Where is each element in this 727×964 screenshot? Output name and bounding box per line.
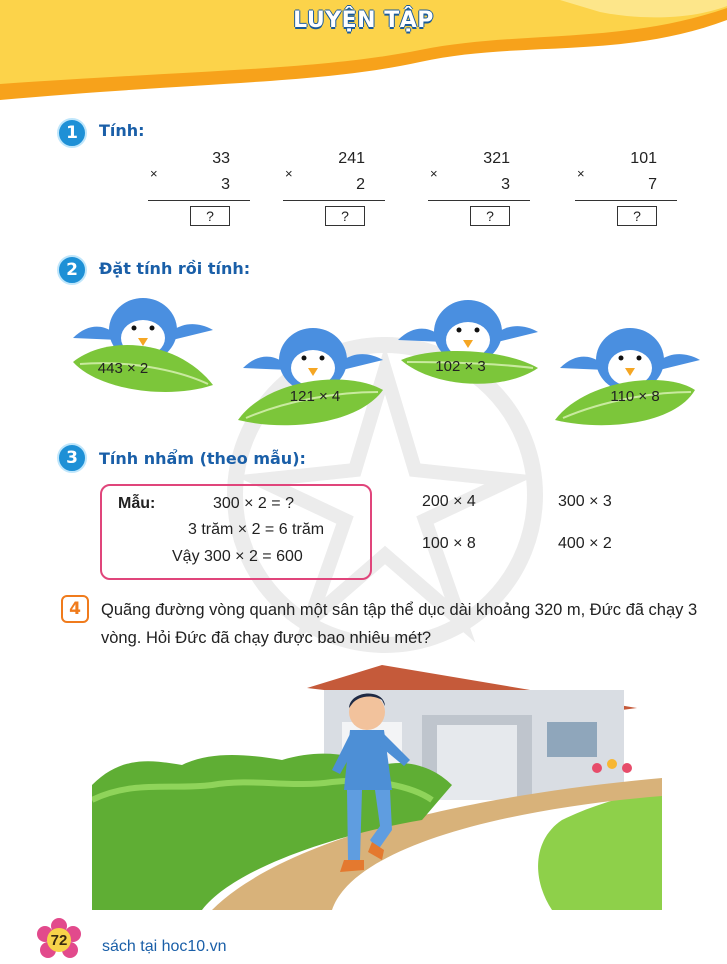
bird-expression: 110 × 8 [610, 388, 660, 405]
sample-line-3: Vậy 300 × 2 = 600 [172, 548, 303, 565]
sample-line-1: 300 × 2 = ? [213, 495, 294, 512]
exercise-2-label: Đặt tính rồi tính: [99, 259, 251, 278]
mental-item-1: 200 × 4 [422, 493, 476, 510]
multiplier: 3 [221, 176, 230, 193]
times-sign: × [285, 166, 293, 181]
result-line [428, 200, 530, 201]
bird-card-1 [68, 290, 218, 405]
exercise-4-number: 4 [61, 595, 89, 623]
result-line [283, 200, 385, 201]
multiplier: 3 [501, 176, 510, 193]
multiplicand: 241 [338, 150, 365, 167]
multiplication-1 [140, 150, 260, 240]
sample-title: Mẫu: [118, 495, 156, 512]
bird-expression: 102 × 3 [435, 358, 486, 375]
exercise-3-number: 3 [57, 443, 87, 473]
exercise-3-label: Tính nhẩm (theo mẫu): [99, 449, 306, 468]
bird-expression: 121 × 4 [289, 388, 341, 405]
exercise-2-number: 2 [57, 255, 87, 285]
running-boy-illustration [92, 660, 662, 910]
times-sign: × [577, 166, 585, 181]
bird-on-leaf-icon [68, 290, 218, 405]
exercise-1-label: Tính: [99, 121, 145, 140]
answer-box[interactable]: ? [190, 206, 230, 226]
footer-source[interactable]: sách tại hoc10.vn [102, 938, 227, 955]
answer-box[interactable]: ? [470, 206, 510, 226]
bird-expression: 443 × 2 [97, 360, 149, 377]
sample-line-2: 3 trăm × 2 = 6 trăm [188, 521, 325, 538]
page-number: 72 [50, 932, 68, 949]
exercise-1-number: 1 [57, 118, 87, 148]
bird-card-3 [393, 292, 543, 407]
result-line [575, 200, 677, 201]
multiplier: 7 [648, 176, 657, 193]
multiplicand: 321 [483, 150, 510, 167]
multiplicand: 33 [212, 150, 230, 167]
times-sign: × [150, 166, 158, 181]
mental-item-4: 400 × 2 [558, 535, 612, 552]
multiplication-3 [420, 150, 540, 240]
bird-card-4 [555, 320, 705, 435]
result-line [148, 200, 250, 201]
bird-on-leaf-icon [555, 320, 705, 435]
bird-on-leaf-icon [393, 292, 543, 407]
multiplier: 2 [356, 176, 365, 193]
mental-item-2: 300 × 3 [558, 493, 612, 510]
bird-on-leaf-icon [238, 320, 388, 435]
exercise-4-text: Quãng đường vòng quanh một sân tập thể dục dài khoảng 320 m, Đức đã chạy 3 vòng. Hỏi Đức đã chạy được bao nhiêu mét? [101, 601, 698, 647]
mental-item-3: 100 × 8 [422, 535, 476, 552]
multiplication-4 [567, 150, 687, 240]
bird-card-2 [238, 320, 388, 435]
multiplicand: 101 [630, 150, 657, 167]
times-sign: × [430, 166, 438, 181]
page-title: LUYỆN TẬP [293, 8, 434, 33]
answer-box[interactable]: ? [325, 206, 365, 226]
answer-box[interactable]: ? [617, 206, 657, 226]
multiplication-2 [275, 150, 395, 240]
